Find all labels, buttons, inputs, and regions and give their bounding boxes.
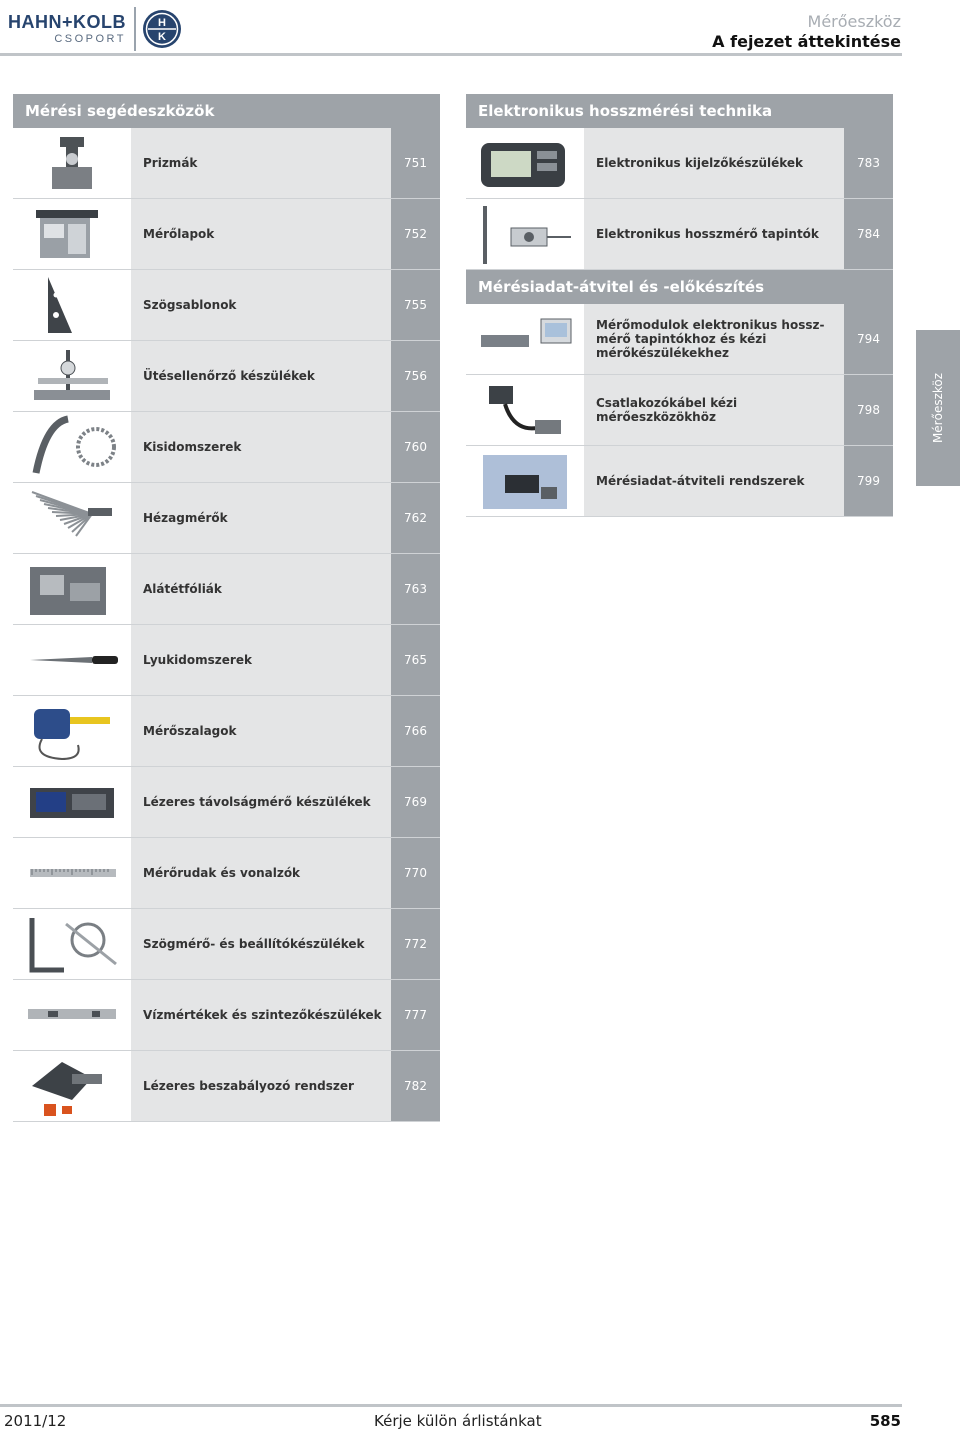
product-image bbox=[13, 767, 131, 837]
catalog-row[interactable] bbox=[13, 483, 440, 554]
product-group-label: Mérőszalagok bbox=[131, 696, 391, 766]
spirit-level-icon bbox=[22, 981, 122, 1049]
product-image bbox=[13, 412, 131, 482]
catalog-row[interactable] bbox=[13, 341, 440, 412]
page-reference: 799 bbox=[844, 446, 893, 516]
page-reference: 760 bbox=[391, 412, 440, 482]
price-list-note: Kérje külön árlistánkat bbox=[374, 1412, 542, 1430]
product-group-label: Vízmértékek és szintezőkészülékek bbox=[131, 980, 391, 1050]
page-reference: 772 bbox=[391, 909, 440, 979]
product-group-label: Alátétfóliák bbox=[131, 554, 391, 624]
catalog-row[interactable] bbox=[466, 128, 893, 199]
footer-divider bbox=[0, 1404, 902, 1407]
page-reference: 784 bbox=[844, 199, 893, 269]
product-image bbox=[466, 304, 584, 374]
catalog-row[interactable] bbox=[13, 412, 440, 483]
logo-subtitle: CSOPORT bbox=[54, 33, 127, 45]
shim-foil-icon bbox=[22, 555, 122, 623]
page-reference: 756 bbox=[391, 341, 440, 411]
catalog-row[interactable] bbox=[466, 446, 893, 517]
catalog-row[interactable] bbox=[13, 838, 440, 909]
logo-name: HAHN+KOLB bbox=[8, 12, 127, 32]
product-group-label: Hézagmérők bbox=[131, 483, 391, 553]
length-probe-icon bbox=[475, 200, 575, 268]
section-title: Mérési segédeszközök bbox=[13, 94, 440, 128]
page-reference: 765 bbox=[391, 625, 440, 695]
product-image bbox=[466, 199, 584, 269]
chapter-tab-label: Mérőeszköz bbox=[931, 372, 945, 444]
logo-mark-icon bbox=[142, 9, 182, 49]
catalog-row[interactable] bbox=[13, 554, 440, 625]
prism-icon bbox=[22, 129, 122, 197]
product-group-label: Szögmérő- és beállítókészülékek bbox=[131, 909, 391, 979]
section-electronics bbox=[466, 94, 893, 517]
product-group-label: Elektronikus hosszmérő tapintók bbox=[584, 199, 844, 269]
page-reference: 766 bbox=[391, 696, 440, 766]
logo-mark-letter-h: H bbox=[158, 17, 166, 29]
page-reference: 783 bbox=[844, 128, 893, 198]
company-logo bbox=[8, 6, 182, 52]
product-group-label: Mérőlapok bbox=[131, 199, 391, 269]
product-group-label: Elektronikus kijelzőkészülékek bbox=[584, 128, 844, 198]
product-image bbox=[466, 375, 584, 445]
page-reference: 777 bbox=[391, 980, 440, 1050]
catalog-row[interactable] bbox=[13, 625, 440, 696]
product-image bbox=[13, 341, 131, 411]
product-image bbox=[13, 625, 131, 695]
page-reference: 769 bbox=[391, 767, 440, 837]
catalog-row[interactable] bbox=[13, 767, 440, 838]
page-number: 585 bbox=[869, 1412, 901, 1430]
catalog-row[interactable] bbox=[13, 270, 440, 341]
product-group-label: Mérőmodulok elektronikus hossz- mérő tapintókhoz és kézi mérőkészülékekhez bbox=[584, 304, 844, 374]
display-unit-icon bbox=[475, 129, 575, 197]
surface-plate-icon bbox=[22, 200, 122, 268]
page-reference: 782 bbox=[391, 1051, 440, 1121]
product-image bbox=[13, 980, 131, 1050]
catalog-row[interactable] bbox=[13, 199, 440, 270]
chapter-tab[interactable] bbox=[916, 330, 960, 486]
product-group-label: Csatlakozókábel kézi mérőeszközökhöz bbox=[584, 375, 844, 445]
catalog-row[interactable] bbox=[13, 909, 440, 980]
ruler-icon bbox=[22, 839, 122, 907]
product-image bbox=[13, 1051, 131, 1121]
logo-mark-letter-k: K bbox=[158, 31, 166, 43]
product-group-label: Prizmák bbox=[131, 128, 391, 198]
page-reference: 798 bbox=[844, 375, 893, 445]
product-image bbox=[466, 446, 584, 516]
angle-template-icon bbox=[22, 271, 122, 339]
small-gauge-icon bbox=[22, 413, 122, 481]
runout-tester-icon bbox=[22, 342, 122, 410]
page-reference: 755 bbox=[391, 270, 440, 340]
product-group-label: Mérőrudak és vonalzók bbox=[131, 838, 391, 908]
taper-gauge-icon bbox=[22, 626, 122, 694]
page-reference: 794 bbox=[844, 304, 893, 374]
protractor-icon bbox=[22, 910, 122, 978]
header-divider bbox=[0, 53, 902, 56]
product-image bbox=[13, 128, 131, 198]
measuring-module-icon bbox=[475, 305, 575, 373]
catalog-row[interactable] bbox=[13, 1051, 440, 1122]
chapter-category: Mérőeszköz bbox=[807, 12, 901, 31]
product-image bbox=[13, 483, 131, 553]
catalog-row[interactable] bbox=[466, 304, 893, 375]
data-transfer-icon bbox=[475, 447, 575, 515]
catalog-row[interactable] bbox=[13, 696, 440, 767]
product-group-label: Ütésellenőrző készülékek bbox=[131, 341, 391, 411]
catalog-row[interactable] bbox=[13, 128, 440, 199]
product-image bbox=[466, 128, 584, 198]
page-reference: 752 bbox=[391, 199, 440, 269]
laser-alignment-icon bbox=[22, 1052, 122, 1120]
product-group-label: Lyukidomszerek bbox=[131, 625, 391, 695]
page-reference: 763 bbox=[391, 554, 440, 624]
section-title: Mérésiadat-átvitel és -előkészítés bbox=[466, 270, 893, 304]
laser-distance-icon bbox=[22, 768, 122, 836]
product-image bbox=[13, 270, 131, 340]
product-group-label: Kisidomszerek bbox=[131, 412, 391, 482]
catalog-row[interactable] bbox=[466, 375, 893, 446]
product-image bbox=[13, 554, 131, 624]
edition-label: 2011/12 bbox=[4, 1412, 67, 1430]
section-title: Elektronikus hosszmérési technika bbox=[466, 94, 893, 128]
section-measuring-aids bbox=[13, 94, 440, 1122]
page-reference: 770 bbox=[391, 838, 440, 908]
product-group-label: Lézeres beszabályozó rendszer bbox=[131, 1051, 391, 1121]
catalog-row[interactable] bbox=[466, 199, 893, 270]
product-image bbox=[13, 696, 131, 766]
product-group-label: Szögsablonok bbox=[131, 270, 391, 340]
product-group-label: Lézeres távolságmérő készülékek bbox=[131, 767, 391, 837]
page-reference: 751 bbox=[391, 128, 440, 198]
chapter-title: A fejezet áttekintése bbox=[712, 32, 901, 51]
product-group-label: Mérésiadat-átviteli rendszerek bbox=[584, 446, 844, 516]
product-image bbox=[13, 909, 131, 979]
page-reference: 762 bbox=[391, 483, 440, 553]
tape-measure-icon bbox=[22, 697, 122, 765]
product-image bbox=[13, 838, 131, 908]
feeler-gauge-icon bbox=[22, 484, 122, 552]
product-image bbox=[13, 199, 131, 269]
connector-cable-icon bbox=[475, 376, 575, 444]
catalog-row[interactable] bbox=[13, 980, 440, 1051]
